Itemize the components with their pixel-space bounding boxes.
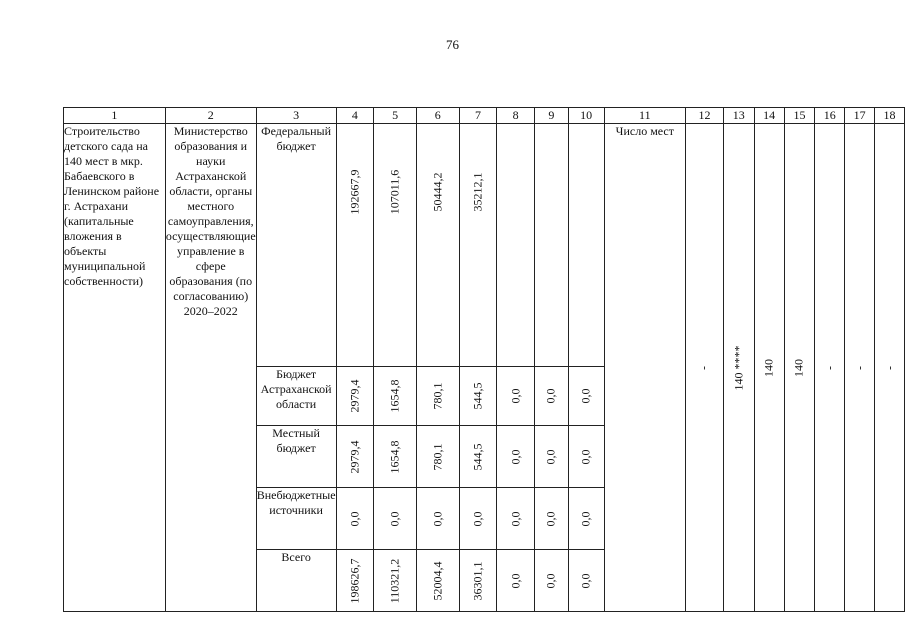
- amount-cell: [416, 550, 459, 612]
- indicator-value: 140: [761, 358, 776, 377]
- funding-source-cell: Местный бюджет: [256, 426, 336, 488]
- funding-source-cell: Внебюджетные источники: [256, 488, 336, 550]
- amount-cell: [459, 124, 497, 367]
- amount-value: 36301,1: [470, 561, 485, 600]
- budget-table: [63, 107, 905, 612]
- indicator-cell: Число мест: [604, 124, 686, 612]
- indicator-value: -: [696, 365, 711, 370]
- column-number: 16: [815, 108, 845, 124]
- amount-cell: [568, 488, 604, 550]
- amount-value: 0,0: [508, 573, 523, 588]
- column-number: 3: [256, 108, 336, 124]
- amount-value: 0,0: [508, 511, 523, 526]
- amount-value: 780,1: [430, 382, 445, 410]
- amount-cell: [497, 550, 535, 612]
- amount-cell: [416, 426, 459, 488]
- column-number: 7: [459, 108, 497, 124]
- column-number: 5: [374, 108, 417, 124]
- amount-value: 0,0: [543, 449, 558, 464]
- column-number: 6: [416, 108, 459, 124]
- amount-cell: [459, 426, 497, 488]
- amount-cell: [568, 367, 604, 426]
- amount-value: 50444,2: [430, 172, 445, 212]
- column-number: 2: [165, 108, 256, 124]
- column-number: 4: [336, 108, 374, 124]
- amount-value: 0,0: [578, 388, 593, 404]
- amount-cell: [568, 550, 604, 612]
- amount-cell: [336, 426, 374, 488]
- amount-cell: [497, 124, 535, 367]
- amount-cell: [374, 426, 417, 488]
- amount-value: 0,0: [508, 449, 523, 464]
- column-number: 1: [64, 108, 166, 124]
- amount-cell: [416, 488, 459, 550]
- amount-value: 0,0: [578, 573, 593, 588]
- amount-cell: [336, 550, 374, 612]
- amount-cell: [535, 426, 569, 488]
- amount-cell: [535, 488, 569, 550]
- column-number: 8: [497, 108, 535, 124]
- amount-cell: [568, 124, 604, 367]
- amount-value: 0,0: [387, 511, 402, 526]
- amount-value: 544,5: [470, 443, 485, 470]
- amount-value: 2979,4: [347, 440, 362, 473]
- amount-cell: [459, 488, 497, 550]
- amount-value: 0,0: [543, 388, 558, 404]
- indicator-value: 140: [791, 358, 806, 377]
- indicator-value-cell: [875, 124, 905, 612]
- column-number: 12: [686, 108, 724, 124]
- amount-cell: [535, 550, 569, 612]
- amount-value: 544,5: [470, 382, 485, 410]
- amount-cell: [535, 367, 569, 426]
- amount-value: 107011,6: [387, 169, 402, 215]
- amount-cell: [497, 488, 535, 550]
- amount-cell: [497, 367, 535, 426]
- column-number: 9: [535, 108, 569, 124]
- indicator-value: -: [852, 365, 867, 370]
- amount-cell: [336, 367, 374, 426]
- amount-value: 0,0: [470, 511, 485, 526]
- amount-value: 0,0: [578, 449, 593, 464]
- amount-cell: [374, 367, 417, 426]
- indicator-value: -: [822, 365, 837, 370]
- amount-value: 0,0: [347, 511, 362, 526]
- amount-value: 0,0: [430, 511, 445, 526]
- executor-cell: Министерство образования и науки Астраханской области, органы местного самоуправления, осуществляющие управление в сфере образования (по согласованию) 2020–2022: [165, 124, 256, 612]
- funding-source-cell: Федеральный бюджет: [256, 124, 336, 367]
- funding-source-cell: Всего: [256, 550, 336, 612]
- amount-value: 1654,8: [387, 379, 402, 413]
- amount-value: 2979,4: [347, 379, 362, 413]
- amount-cell: [459, 550, 497, 612]
- column-number-row: [64, 108, 905, 124]
- amount-value: 198626,7: [347, 558, 362, 603]
- funding-source-cell: Бюджет Астраханской области: [256, 367, 336, 426]
- amount-value: 780,1: [430, 443, 445, 470]
- amount-cell: [336, 124, 374, 367]
- amount-value: 52004,4: [430, 561, 445, 600]
- amount-value: 0,0: [578, 511, 593, 526]
- indicator-value-cell: [723, 124, 754, 612]
- column-number: 10: [568, 108, 604, 124]
- amount-cell: [459, 367, 497, 426]
- amount-value: 192667,9: [347, 169, 362, 215]
- amount-cell: [416, 124, 459, 367]
- indicator-value: 140 ****: [731, 345, 746, 390]
- amount-cell: [416, 367, 459, 426]
- page-number: 76: [446, 37, 459, 52]
- amount-value: 110321,2: [387, 558, 402, 603]
- amount-value: 0,0: [543, 573, 558, 588]
- amount-cell: [374, 550, 417, 612]
- amount-cell: [535, 124, 569, 367]
- amount-cell: [568, 426, 604, 488]
- column-number: 15: [784, 108, 815, 124]
- amount-value: 0,0: [508, 388, 523, 404]
- amount-cell: [374, 488, 417, 550]
- object-name-cell: Строительство детского сада на 140 мест в мкр. Бабаевского в Ленинском районе г. Астрахани (капитальные вложения в объекты муниципальной собственности): [64, 124, 166, 612]
- amount-cell: [497, 426, 535, 488]
- indicator-value-cell: [686, 124, 724, 612]
- indicator-value-cell: [845, 124, 875, 612]
- indicator-value-cell: [784, 124, 815, 612]
- amount-value: 0,0: [543, 511, 558, 526]
- amount-cell: [336, 488, 374, 550]
- amount-value: 1654,8: [387, 440, 402, 473]
- column-number: 11: [604, 108, 686, 124]
- indicator-value-cell: [815, 124, 845, 612]
- column-number: 13: [723, 108, 754, 124]
- column-number: 14: [754, 108, 784, 124]
- table-row: [64, 124, 905, 367]
- indicator-value-cell: [754, 124, 784, 612]
- column-number: 18: [875, 108, 905, 124]
- amount-value: 35212,1: [470, 172, 485, 212]
- indicator-value: -: [882, 365, 897, 370]
- column-number: 17: [845, 108, 875, 124]
- amount-cell: [374, 124, 417, 367]
